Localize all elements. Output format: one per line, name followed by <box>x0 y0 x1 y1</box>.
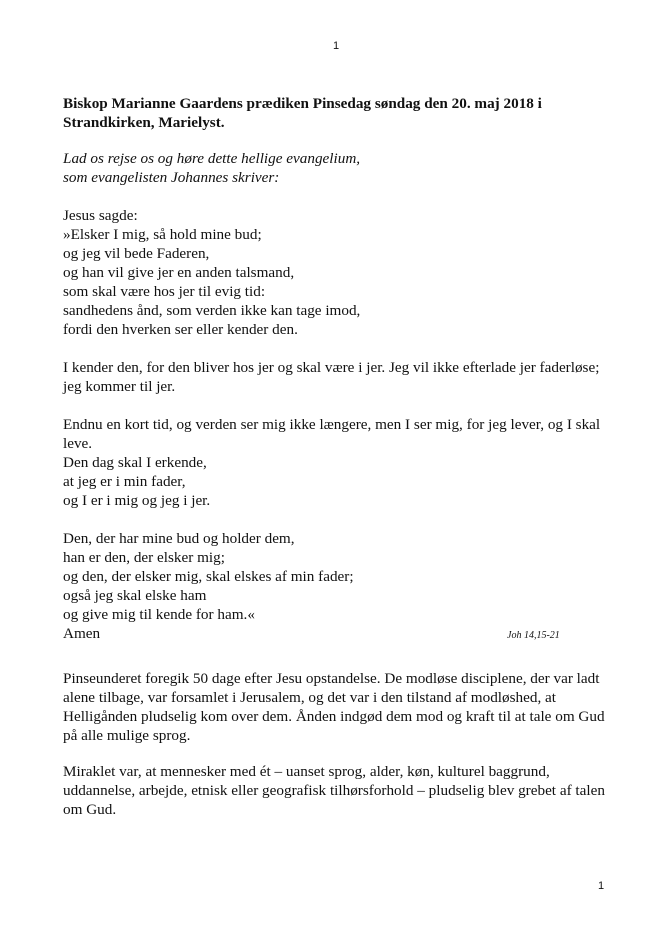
verse-line: og jeg vil bede Faderen, <box>63 245 210 262</box>
verse-line: sandhedens ånd, som verden ikke kan tage imod, <box>63 302 361 319</box>
verse-line: Den dag skal I erkende, <box>63 454 207 471</box>
verse-line: han er den, der elsker mig; <box>63 549 225 566</box>
verse-line: I kender den, for den bliver hos jer og skal være i jer. Jeg vil ikke efterlade jer faderløse; <box>63 359 600 376</box>
intro-line: Lad os rejse os og høre dette hellige evangelium, <box>63 150 361 167</box>
verse-line: og I er i mig og jeg i jer. <box>63 492 211 509</box>
sermon-content <box>63 94 615 834</box>
gospel-stanza-4 <box>63 529 615 643</box>
intro-line: som evangelisten Johannes skriver: <box>63 169 280 186</box>
gospel-stanza-1 <box>63 206 615 339</box>
footer-page-number: 1 <box>598 880 605 892</box>
verse-line: jeg kommer til jer. <box>63 378 176 395</box>
verse-line: fordi den hverken ser eller kender den. <box>63 321 298 338</box>
body-paragraph: Pinseunderet foregik 50 dage efter Jesu opstandelse. De modløse disciplene, der var ladt alene tilbage, var forsamlet i Jerusalem, og det var i den tilstand af modløshed, at Helligånden pludselig kom over dem. Ånden indgød dem mod og kraft til at tale om Gud på alle mulige sprog. <box>63 670 605 744</box>
verse-line: og den, der elsker mig, skal elskes af min fader; <box>63 568 354 585</box>
gospel-introduction <box>63 149 615 187</box>
verse-line: Jesus sagde: <box>63 207 138 224</box>
scripture-reference: Joh 14,15-21 <box>507 630 560 641</box>
verse-line: »Elsker I mig, så hold mine bud; <box>63 226 262 243</box>
verse-line: også jeg skal elske ham <box>63 587 207 604</box>
gospel-stanza-3 <box>63 415 615 510</box>
verse-line: at jeg er i min fader, <box>63 473 186 490</box>
verse-line: og han vil give jer en anden talsmand, <box>63 264 295 281</box>
document-title: Biskop Marianne Gaardens prædiken Pinsedag søndag den 20. maj 2018 i Strandkirken, Marielyst. <box>63 95 542 131</box>
body-paragraph: Miraklet var, at mennesker med ét – uanset sprog, alder, køn, kulturel baggrund, uddannelse, arbejde, etnisk eller geografisk tilhørsforhold – pludselig blev grebet af talen om Gud. <box>63 763 605 818</box>
gospel-stanza-2 <box>63 358 615 396</box>
verse-line: Den, der har mine bud og holder dem, <box>63 530 295 547</box>
amen-row <box>63 624 615 643</box>
verse-line: Endnu en kort tid, og verden ser mig ikke længere, men I ser mig, for jeg lever, og I skal leve. <box>63 416 601 452</box>
verse-line: og give mig til kende for ham.« <box>63 606 255 623</box>
verse-line: som skal være hos jer til evig tid: <box>63 283 266 300</box>
header-page-number: 1 <box>332 40 340 52</box>
amen-text: Amen <box>63 625 101 642</box>
